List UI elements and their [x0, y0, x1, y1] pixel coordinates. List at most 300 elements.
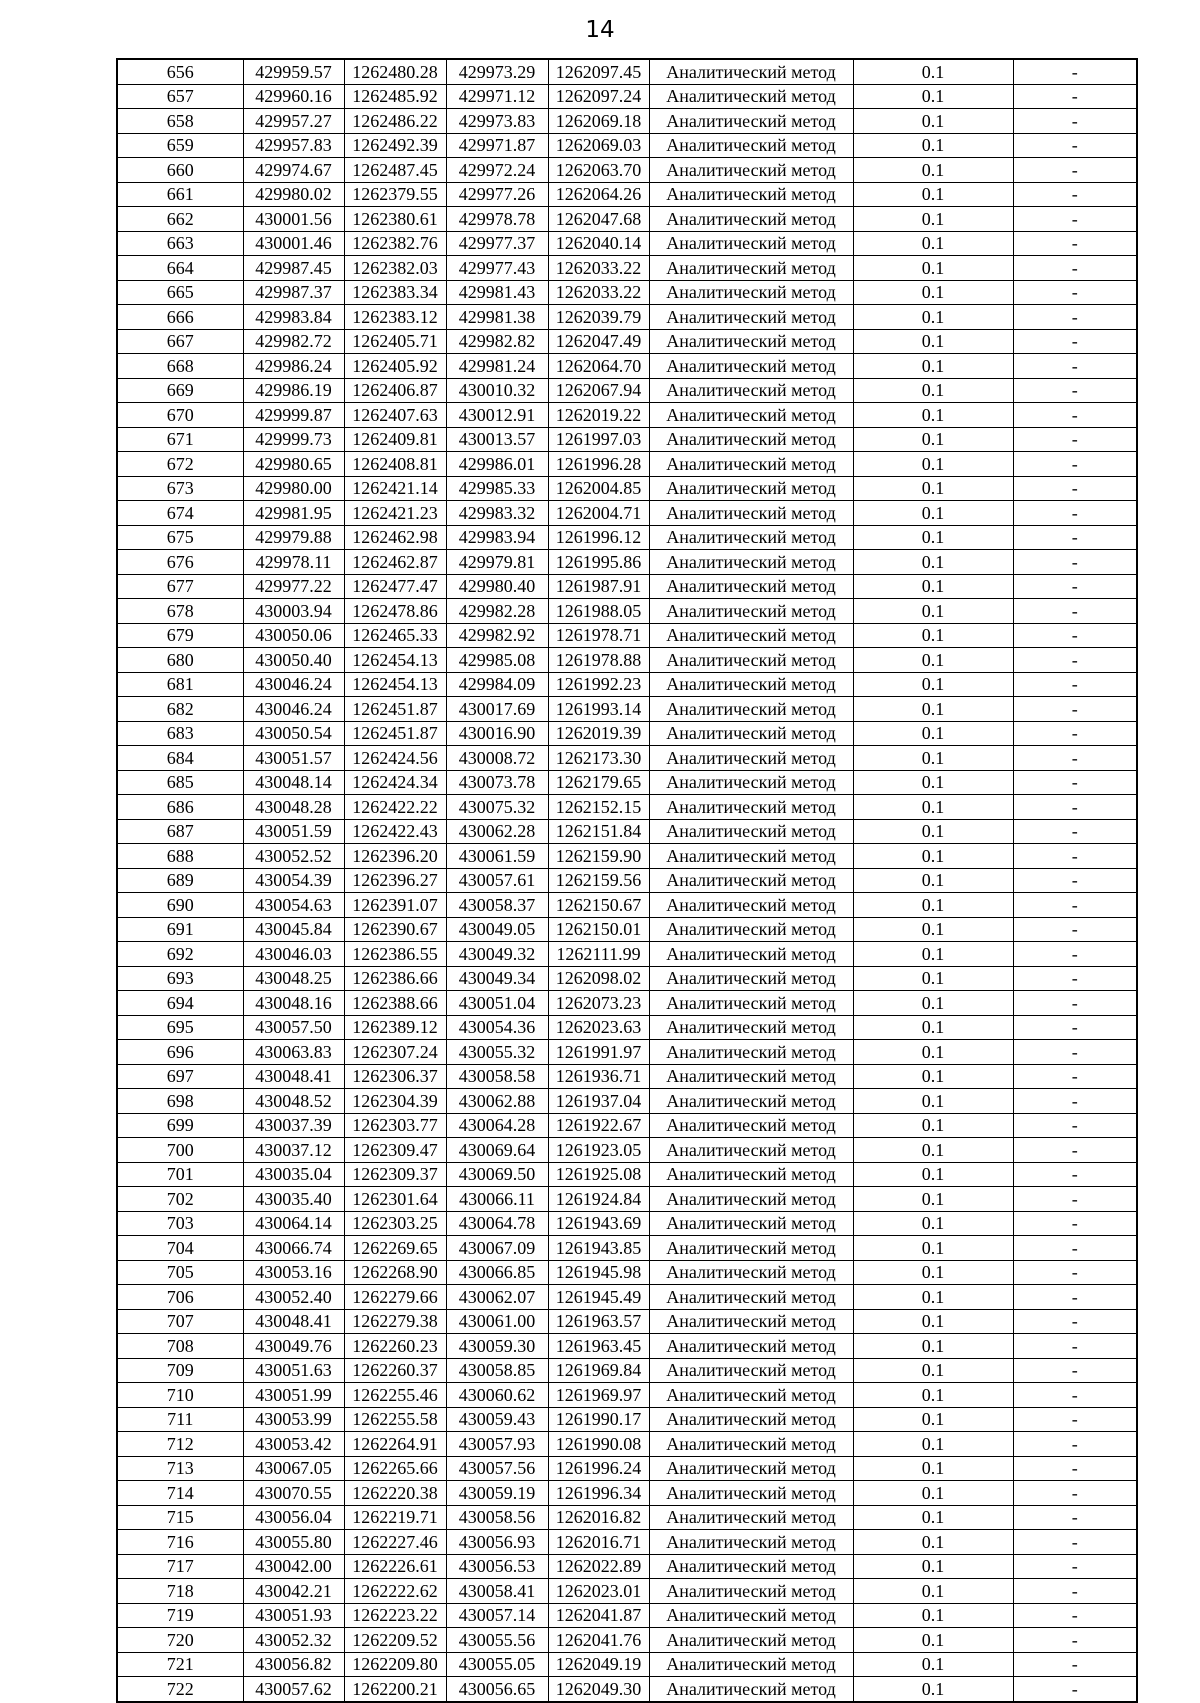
table-row	[117, 1260, 1137, 1285]
dash-cell: -	[1013, 770, 1137, 795]
dash-cell: -	[1013, 1530, 1137, 1555]
coordinate-4-cell: 1262033.22	[548, 256, 649, 281]
coordinate-4-cell: 1261988.05	[548, 599, 649, 624]
coordinate-4-cell: 1261945.49	[548, 1285, 649, 1310]
point-number-cell: 722	[117, 1677, 243, 1702]
coordinate-3-cell: 429985.33	[446, 476, 548, 501]
dash-cell: -	[1013, 1040, 1137, 1065]
dash-cell: -	[1013, 1628, 1137, 1653]
point-number-cell: 682	[117, 697, 243, 722]
coordinate-1-cell: 430001.46	[243, 231, 344, 256]
table-row	[117, 231, 1137, 256]
point-number-cell: 692	[117, 942, 243, 967]
dash-cell: -	[1013, 1064, 1137, 1089]
dash-cell: -	[1013, 1505, 1137, 1530]
table-row	[117, 1236, 1137, 1261]
coordinate-3-cell: 429981.24	[446, 354, 548, 379]
coordinate-4-cell: 1261996.24	[548, 1456, 649, 1481]
coordinate-2-cell: 1262492.39	[344, 133, 446, 158]
value-cell: 0.1	[853, 1628, 1013, 1653]
coordinate-2-cell: 1262379.55	[344, 182, 446, 207]
table-row	[117, 819, 1137, 844]
coordinate-1-cell: 430001.56	[243, 207, 344, 232]
coordinate-4-cell: 1262152.15	[548, 795, 649, 820]
point-number-cell: 677	[117, 574, 243, 599]
point-number-cell: 667	[117, 329, 243, 354]
dash-cell: -	[1013, 1358, 1137, 1383]
coordinate-2-cell: 1262303.25	[344, 1211, 446, 1236]
coordinate-3-cell: 430062.28	[446, 819, 548, 844]
coordinate-1-cell: 430056.04	[243, 1505, 344, 1530]
coordinate-2-cell: 1262309.37	[344, 1162, 446, 1187]
coordinate-3-cell: 430055.05	[446, 1652, 548, 1677]
method-cell: Аналитический метод	[649, 770, 853, 795]
point-number-cell: 680	[117, 648, 243, 673]
coordinate-2-cell: 1262407.63	[344, 403, 446, 428]
point-number-cell: 695	[117, 1015, 243, 1040]
point-number-cell: 708	[117, 1334, 243, 1359]
table-row	[117, 133, 1137, 158]
table-row	[117, 942, 1137, 967]
point-number-cell: 714	[117, 1481, 243, 1506]
point-number-cell: 706	[117, 1285, 243, 1310]
method-cell: Аналитический метод	[649, 721, 853, 746]
coordinate-3-cell: 429981.43	[446, 280, 548, 305]
coordinate-2-cell: 1262264.91	[344, 1432, 446, 1457]
point-number-cell: 719	[117, 1603, 243, 1628]
coordinate-3-cell: 430066.11	[446, 1187, 548, 1212]
value-cell: 0.1	[853, 966, 1013, 991]
coordinate-1-cell: 430066.74	[243, 1236, 344, 1261]
method-cell: Аналитический метод	[649, 1236, 853, 1261]
coordinate-3-cell: 429973.29	[446, 59, 548, 84]
coordinate-2-cell: 1262382.03	[344, 256, 446, 281]
coordinate-4-cell: 1262019.22	[548, 403, 649, 428]
dash-cell: -	[1013, 746, 1137, 771]
coordinate-4-cell: 1261995.86	[548, 550, 649, 575]
dash-cell: -	[1013, 1603, 1137, 1628]
coordinate-2-cell: 1262454.13	[344, 648, 446, 673]
table-row	[117, 476, 1137, 501]
dash-cell: -	[1013, 1260, 1137, 1285]
coordinate-3-cell: 429983.94	[446, 525, 548, 550]
coordinate-3-cell: 430049.32	[446, 942, 548, 967]
value-cell: 0.1	[853, 476, 1013, 501]
coordinate-1-cell: 430003.94	[243, 599, 344, 624]
point-number-cell: 699	[117, 1113, 243, 1138]
coordinate-1-cell: 429983.84	[243, 305, 344, 330]
value-cell: 0.1	[853, 305, 1013, 330]
coordinate-1-cell: 430067.05	[243, 1456, 344, 1481]
coordinate-2-cell: 1262421.23	[344, 501, 446, 526]
value-cell: 0.1	[853, 1432, 1013, 1457]
method-cell: Аналитический метод	[649, 59, 853, 84]
coordinate-3-cell: 430055.32	[446, 1040, 548, 1065]
coordinate-2-cell: 1262454.13	[344, 672, 446, 697]
method-cell: Аналитический метод	[649, 1456, 853, 1481]
table-row	[117, 1285, 1137, 1310]
coordinate-3-cell: 429972.24	[446, 158, 548, 183]
coordinate-4-cell: 1262039.79	[548, 305, 649, 330]
point-number-cell: 693	[117, 966, 243, 991]
point-number-cell: 660	[117, 158, 243, 183]
coordinate-3-cell: 429982.28	[446, 599, 548, 624]
coordinates-table	[116, 58, 1138, 1703]
coordinate-3-cell: 430069.64	[446, 1138, 548, 1163]
coordinate-2-cell: 1262301.64	[344, 1187, 446, 1212]
coordinate-4-cell: 1262179.65	[548, 770, 649, 795]
coordinate-2-cell: 1262485.92	[344, 84, 446, 109]
table-row	[117, 1089, 1137, 1114]
coordinate-3-cell: 430016.90	[446, 721, 548, 746]
table-row	[117, 378, 1137, 403]
coordinate-4-cell: 1261969.97	[548, 1383, 649, 1408]
table-row	[117, 917, 1137, 942]
dash-cell: -	[1013, 819, 1137, 844]
coordinate-1-cell: 430053.16	[243, 1260, 344, 1285]
dash-cell: -	[1013, 550, 1137, 575]
coordinate-1-cell: 430052.52	[243, 844, 344, 869]
point-number-cell: 658	[117, 109, 243, 134]
dash-cell: -	[1013, 1089, 1137, 1114]
value-cell: 0.1	[853, 819, 1013, 844]
value-cell: 0.1	[853, 550, 1013, 575]
coordinate-3-cell: 429984.09	[446, 672, 548, 697]
dash-cell: -	[1013, 795, 1137, 820]
coordinate-1-cell: 429959.57	[243, 59, 344, 84]
coordinate-3-cell: 430069.50	[446, 1162, 548, 1187]
coordinate-2-cell: 1262386.55	[344, 942, 446, 967]
dash-cell: -	[1013, 1432, 1137, 1457]
point-number-cell: 717	[117, 1554, 243, 1579]
point-number-cell: 669	[117, 378, 243, 403]
table-row	[117, 550, 1137, 575]
coordinate-2-cell: 1262390.67	[344, 917, 446, 942]
point-number-cell: 686	[117, 795, 243, 820]
coordinate-4-cell: 1261991.97	[548, 1040, 649, 1065]
coordinate-4-cell: 1262040.14	[548, 231, 649, 256]
coordinate-3-cell: 430058.85	[446, 1358, 548, 1383]
point-number-cell: 665	[117, 280, 243, 305]
dash-cell: -	[1013, 844, 1137, 869]
point-number-cell: 711	[117, 1407, 243, 1432]
coordinate-1-cell: 430046.24	[243, 672, 344, 697]
coordinate-1-cell: 430048.14	[243, 770, 344, 795]
table-row	[117, 1579, 1137, 1604]
dash-cell: -	[1013, 672, 1137, 697]
method-cell: Аналитический метод	[649, 305, 853, 330]
coordinate-1-cell: 430042.00	[243, 1554, 344, 1579]
coordinate-4-cell: 1262073.23	[548, 991, 649, 1016]
table-row	[117, 770, 1137, 795]
method-cell: Аналитический метод	[649, 1530, 853, 1555]
dash-cell: -	[1013, 623, 1137, 648]
coordinate-1-cell: 430042.21	[243, 1579, 344, 1604]
coordinate-1-cell: 430057.62	[243, 1677, 344, 1702]
coordinate-4-cell: 1262150.67	[548, 893, 649, 918]
coordinate-3-cell: 430057.93	[446, 1432, 548, 1457]
method-cell: Аналитический метод	[649, 182, 853, 207]
coordinate-2-cell: 1262424.34	[344, 770, 446, 795]
coordinate-3-cell: 430058.37	[446, 893, 548, 918]
coordinate-2-cell: 1262389.12	[344, 1015, 446, 1040]
value-cell: 0.1	[853, 452, 1013, 477]
table-row	[117, 1334, 1137, 1359]
coordinate-1-cell: 430057.50	[243, 1015, 344, 1040]
dash-cell: -	[1013, 1334, 1137, 1359]
coordinate-2-cell: 1262406.87	[344, 378, 446, 403]
dash-cell: -	[1013, 1162, 1137, 1187]
table-row	[117, 1015, 1137, 1040]
table-row	[117, 280, 1137, 305]
coordinate-3-cell: 430064.78	[446, 1211, 548, 1236]
coordinate-2-cell: 1262309.47	[344, 1138, 446, 1163]
dash-cell: -	[1013, 354, 1137, 379]
method-cell: Аналитический метод	[649, 746, 853, 771]
coordinate-4-cell: 1262151.84	[548, 819, 649, 844]
coordinate-4-cell: 1262173.30	[548, 746, 649, 771]
coordinate-4-cell: 1262022.89	[548, 1554, 649, 1579]
coordinate-3-cell: 430017.69	[446, 697, 548, 722]
coordinate-1-cell: 430052.40	[243, 1285, 344, 1310]
coordinate-2-cell: 1262255.58	[344, 1407, 446, 1432]
dash-cell: -	[1013, 378, 1137, 403]
point-number-cell: 690	[117, 893, 243, 918]
coordinate-2-cell: 1262265.66	[344, 1456, 446, 1481]
value-cell: 0.1	[853, 991, 1013, 1016]
method-cell: Аналитический метод	[649, 868, 853, 893]
method-cell: Аналитический метод	[649, 1603, 853, 1628]
coordinate-4-cell: 1262049.30	[548, 1677, 649, 1702]
coordinate-4-cell: 1262069.03	[548, 133, 649, 158]
coordinate-1-cell: 430054.39	[243, 868, 344, 893]
coordinate-3-cell: 429985.08	[446, 648, 548, 673]
point-number-cell: 684	[117, 746, 243, 771]
coordinate-1-cell: 430037.12	[243, 1138, 344, 1163]
coordinate-1-cell: 430051.59	[243, 819, 344, 844]
point-number-cell: 703	[117, 1211, 243, 1236]
coordinate-1-cell: 430053.99	[243, 1407, 344, 1432]
coordinate-3-cell: 429971.12	[446, 84, 548, 109]
point-number-cell: 700	[117, 1138, 243, 1163]
method-cell: Аналитический метод	[649, 1407, 853, 1432]
dash-cell: -	[1013, 501, 1137, 526]
point-number-cell: 656	[117, 59, 243, 84]
table-row	[117, 1211, 1137, 1236]
coordinate-3-cell: 430054.36	[446, 1015, 548, 1040]
coordinate-2-cell: 1262396.20	[344, 844, 446, 869]
method-cell: Аналитический метод	[649, 525, 853, 550]
dash-cell: -	[1013, 59, 1137, 84]
value-cell: 0.1	[853, 844, 1013, 869]
table-row	[117, 672, 1137, 697]
table-row	[117, 599, 1137, 624]
table-row	[117, 1432, 1137, 1457]
table-row	[117, 623, 1137, 648]
table-row	[117, 525, 1137, 550]
method-cell: Аналитический метод	[649, 109, 853, 134]
point-number-cell: 701	[117, 1162, 243, 1187]
coordinate-4-cell: 1262023.63	[548, 1015, 649, 1040]
value-cell: 0.1	[853, 133, 1013, 158]
coordinate-2-cell: 1262487.45	[344, 158, 446, 183]
dash-cell: -	[1013, 966, 1137, 991]
value-cell: 0.1	[853, 1505, 1013, 1530]
coordinate-1-cell: 430056.82	[243, 1652, 344, 1677]
coordinate-2-cell: 1262209.52	[344, 1628, 446, 1653]
table-row	[117, 844, 1137, 869]
coordinate-4-cell: 1261963.57	[548, 1309, 649, 1334]
point-number-cell: 663	[117, 231, 243, 256]
point-number-cell: 713	[117, 1456, 243, 1481]
value-cell: 0.1	[853, 599, 1013, 624]
point-number-cell: 694	[117, 991, 243, 1016]
coordinate-2-cell: 1262386.66	[344, 966, 446, 991]
coordinate-3-cell: 429977.43	[446, 256, 548, 281]
table-row	[117, 1162, 1137, 1187]
value-cell: 0.1	[853, 1162, 1013, 1187]
dash-cell: -	[1013, 942, 1137, 967]
value-cell: 0.1	[853, 648, 1013, 673]
value-cell: 0.1	[853, 1481, 1013, 1506]
value-cell: 0.1	[853, 403, 1013, 428]
dash-cell: -	[1013, 721, 1137, 746]
dash-cell: -	[1013, 133, 1137, 158]
value-cell: 0.1	[853, 1677, 1013, 1702]
coordinate-4-cell: 1261922.67	[548, 1113, 649, 1138]
point-number-cell: 718	[117, 1579, 243, 1604]
coordinate-4-cell: 1262047.68	[548, 207, 649, 232]
coordinate-1-cell: 430048.41	[243, 1064, 344, 1089]
coordinate-3-cell: 429977.37	[446, 231, 548, 256]
dash-cell: -	[1013, 868, 1137, 893]
coordinate-3-cell: 429973.83	[446, 109, 548, 134]
value-cell: 0.1	[853, 84, 1013, 109]
coordinate-1-cell: 429982.72	[243, 329, 344, 354]
coordinate-3-cell: 430056.65	[446, 1677, 548, 1702]
dash-cell: -	[1013, 991, 1137, 1016]
value-cell: 0.1	[853, 868, 1013, 893]
coordinate-1-cell: 430035.40	[243, 1187, 344, 1212]
coordinate-4-cell: 1261987.91	[548, 574, 649, 599]
coordinate-2-cell: 1262478.86	[344, 599, 446, 624]
coordinate-1-cell: 429981.95	[243, 501, 344, 526]
value-cell: 0.1	[853, 256, 1013, 281]
point-number-cell: 671	[117, 427, 243, 452]
coordinate-3-cell: 429982.82	[446, 329, 548, 354]
coordinate-3-cell: 430066.85	[446, 1260, 548, 1285]
point-number-cell: 672	[117, 452, 243, 477]
method-cell: Аналитический метод	[649, 1138, 853, 1163]
dash-cell: -	[1013, 1456, 1137, 1481]
table-row	[117, 991, 1137, 1016]
coordinate-3-cell: 430008.72	[446, 746, 548, 771]
method-cell: Аналитический метод	[649, 501, 853, 526]
coordinate-4-cell: 1262150.01	[548, 917, 649, 942]
value-cell: 0.1	[853, 207, 1013, 232]
dash-cell: -	[1013, 1113, 1137, 1138]
dash-cell: -	[1013, 280, 1137, 305]
coordinate-4-cell: 1262067.94	[548, 378, 649, 403]
coordinate-1-cell: 429980.02	[243, 182, 344, 207]
value-cell: 0.1	[853, 770, 1013, 795]
coordinate-2-cell: 1262424.56	[344, 746, 446, 771]
coordinate-4-cell: 1262064.26	[548, 182, 649, 207]
value-cell: 0.1	[853, 1603, 1013, 1628]
coordinate-4-cell: 1262159.90	[548, 844, 649, 869]
coordinate-3-cell: 429978.78	[446, 207, 548, 232]
coordinate-1-cell: 430048.25	[243, 966, 344, 991]
value-cell: 0.1	[853, 231, 1013, 256]
dash-cell: -	[1013, 158, 1137, 183]
table-row	[117, 1407, 1137, 1432]
point-number-cell: 657	[117, 84, 243, 109]
coordinate-1-cell: 430035.04	[243, 1162, 344, 1187]
coordinate-2-cell: 1262388.66	[344, 991, 446, 1016]
coordinate-1-cell: 430051.63	[243, 1358, 344, 1383]
coordinate-2-cell: 1262465.33	[344, 623, 446, 648]
coordinate-4-cell: 1262016.71	[548, 1530, 649, 1555]
coordinate-2-cell: 1262279.66	[344, 1285, 446, 1310]
dash-cell: -	[1013, 403, 1137, 428]
coordinate-4-cell: 1262016.82	[548, 1505, 649, 1530]
coordinate-2-cell: 1262227.46	[344, 1530, 446, 1555]
dash-cell: -	[1013, 207, 1137, 232]
coordinate-2-cell: 1262226.61	[344, 1554, 446, 1579]
coordinate-1-cell: 430055.80	[243, 1530, 344, 1555]
table-row	[117, 59, 1137, 84]
point-number-cell: 679	[117, 623, 243, 648]
coordinate-4-cell: 1262063.70	[548, 158, 649, 183]
method-cell: Аналитический метод	[649, 623, 853, 648]
coordinate-2-cell: 1262408.81	[344, 452, 446, 477]
value-cell: 0.1	[853, 354, 1013, 379]
point-number-cell: 666	[117, 305, 243, 330]
coordinate-4-cell: 1262064.70	[548, 354, 649, 379]
value-cell: 0.1	[853, 795, 1013, 820]
point-number-cell: 678	[117, 599, 243, 624]
point-number-cell: 712	[117, 1432, 243, 1457]
table-row	[117, 329, 1137, 354]
value-cell: 0.1	[853, 1358, 1013, 1383]
point-number-cell: 675	[117, 525, 243, 550]
table-row	[117, 354, 1137, 379]
table-row	[117, 1554, 1137, 1579]
point-number-cell: 661	[117, 182, 243, 207]
coordinate-1-cell: 429986.24	[243, 354, 344, 379]
coordinate-2-cell: 1262382.76	[344, 231, 446, 256]
coordinate-1-cell: 430051.99	[243, 1383, 344, 1408]
value-cell: 0.1	[853, 1187, 1013, 1212]
point-number-cell: 668	[117, 354, 243, 379]
coordinate-2-cell: 1262405.71	[344, 329, 446, 354]
dash-cell: -	[1013, 1187, 1137, 1212]
table-row	[117, 207, 1137, 232]
value-cell: 0.1	[853, 1015, 1013, 1040]
dash-cell: -	[1013, 1309, 1137, 1334]
coordinate-3-cell: 429979.81	[446, 550, 548, 575]
coordinate-1-cell: 430046.24	[243, 697, 344, 722]
value-cell: 0.1	[853, 1236, 1013, 1261]
coordinate-2-cell: 1262304.39	[344, 1089, 446, 1114]
point-number-cell: 687	[117, 819, 243, 844]
method-cell: Аналитический метод	[649, 599, 853, 624]
method-cell: Аналитический метод	[649, 966, 853, 991]
table-row	[117, 721, 1137, 746]
coordinate-1-cell: 430051.57	[243, 746, 344, 771]
coordinate-2-cell: 1262200.21	[344, 1677, 446, 1702]
coordinate-2-cell: 1262307.24	[344, 1040, 446, 1065]
